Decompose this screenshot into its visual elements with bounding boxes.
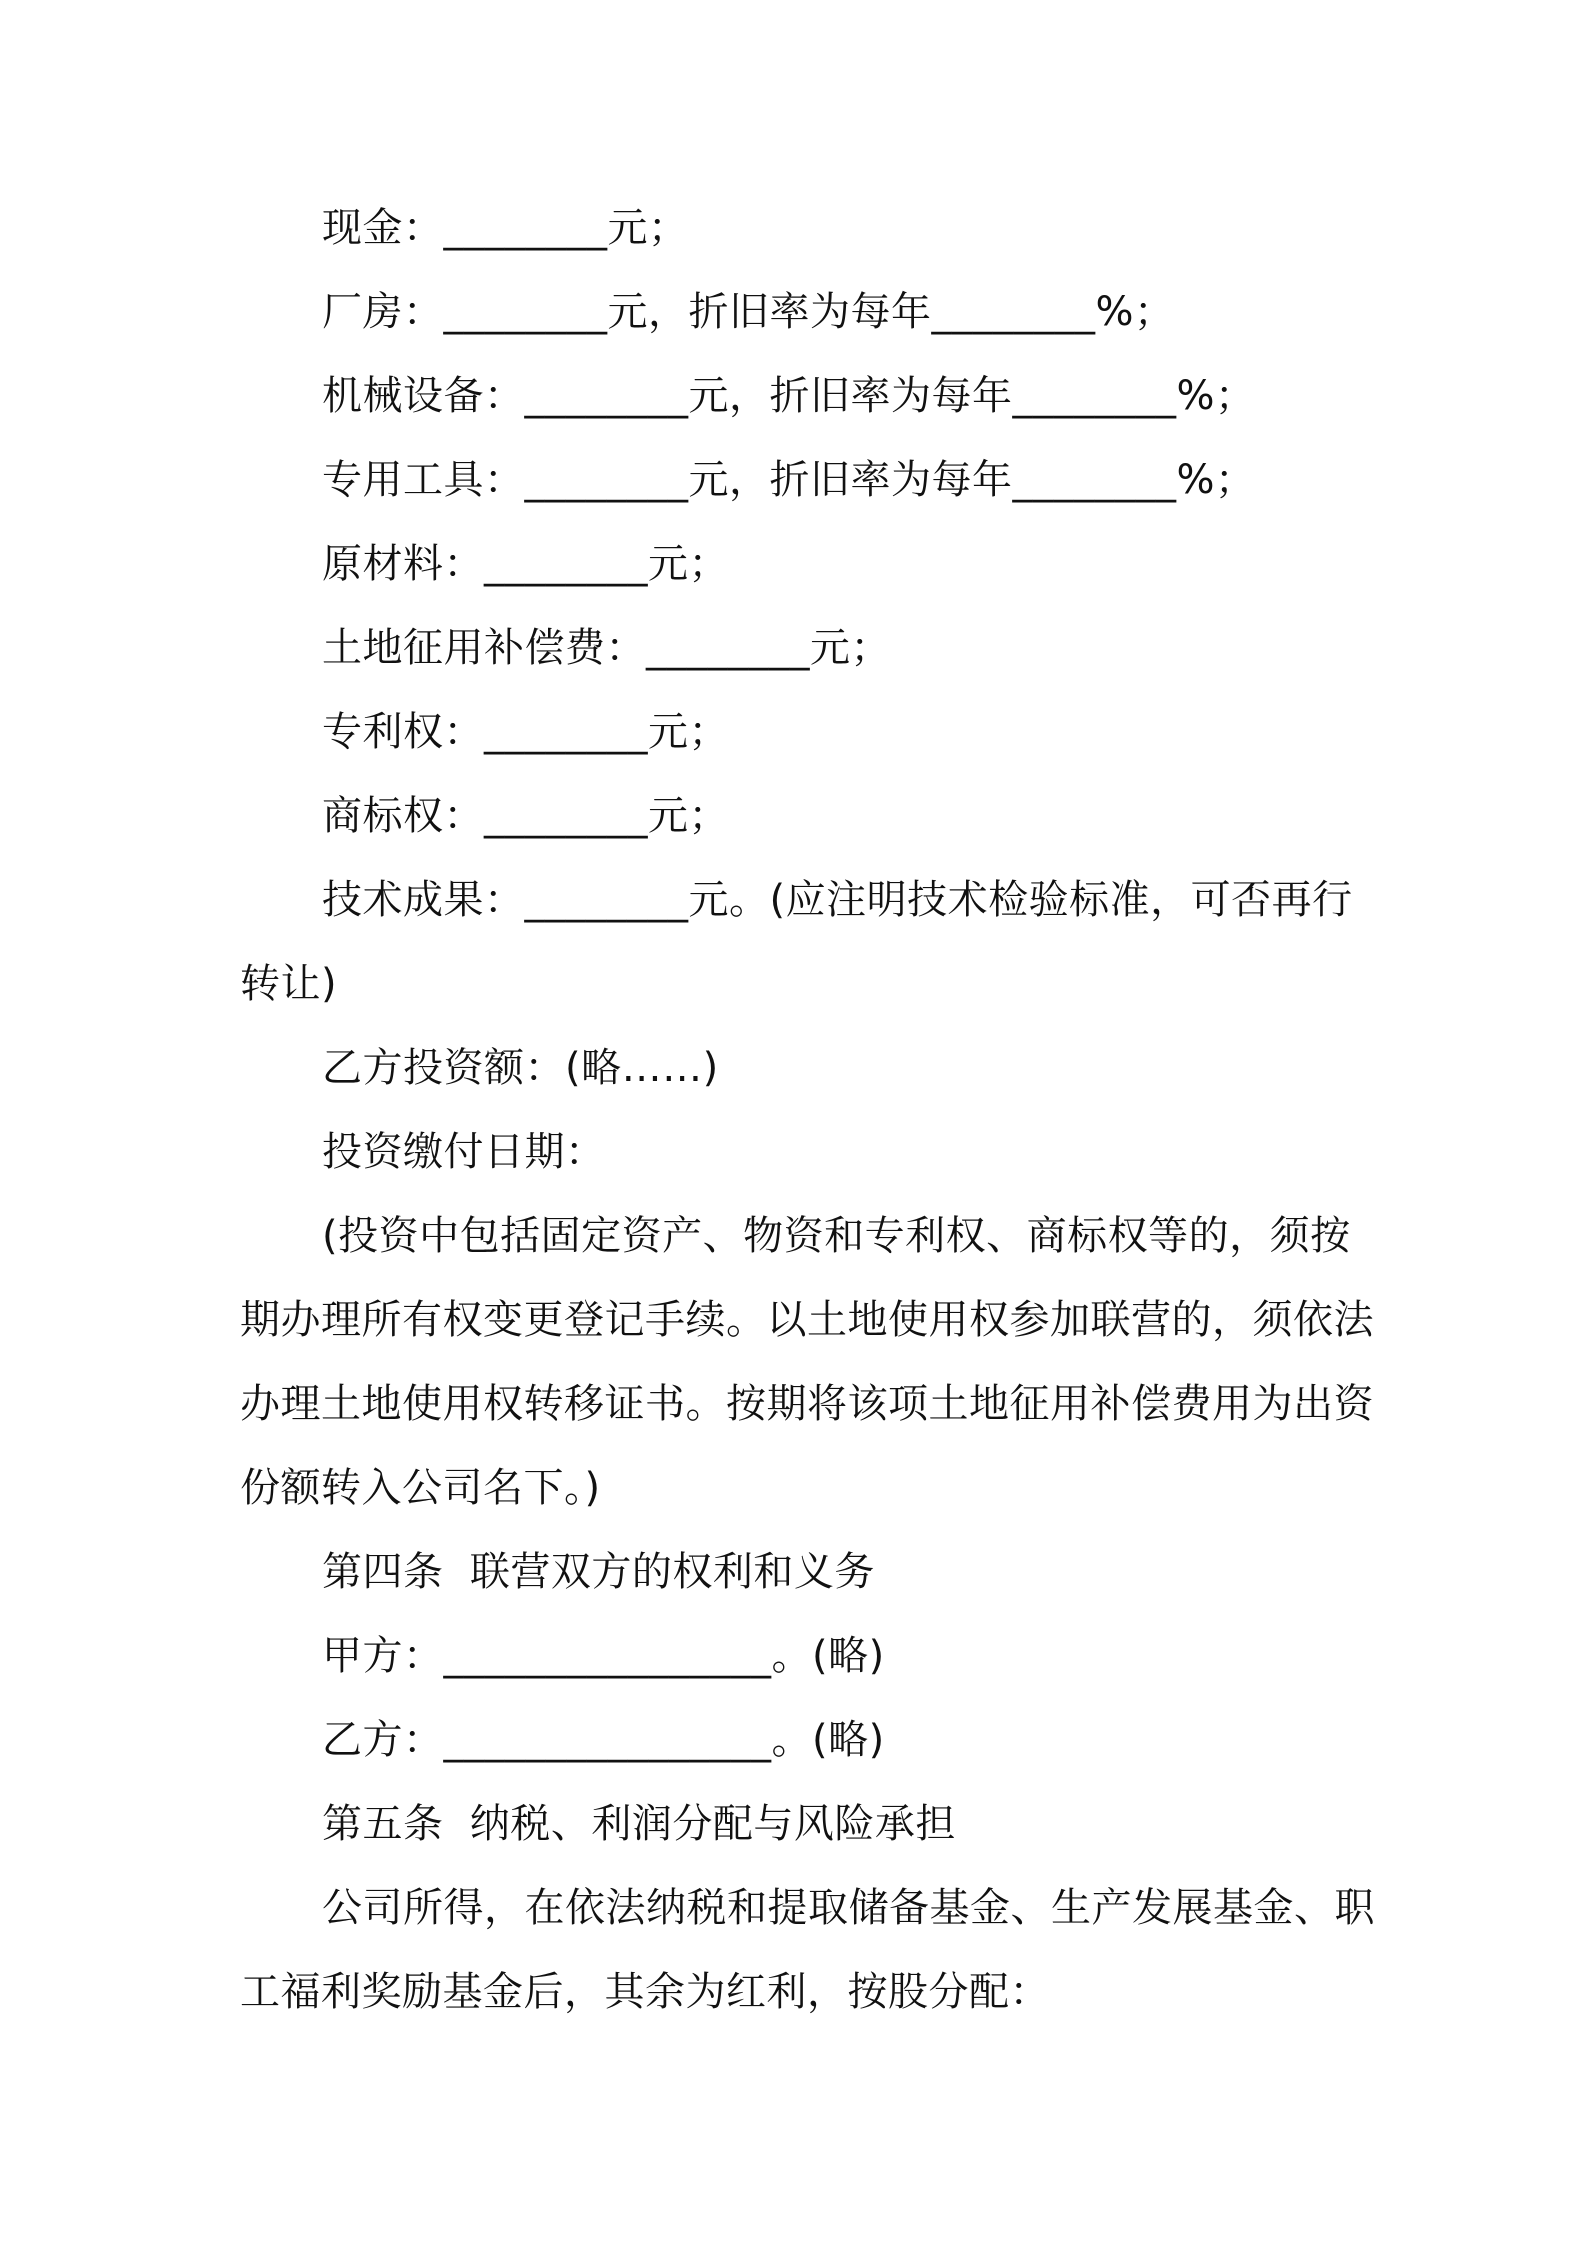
party-b-line: 乙方：________________。(略) [322, 1717, 885, 1763]
article-4-heading: 第四条 联营双方的权利和义务 [322, 1549, 875, 1595]
patent-line: 专利权：________元； [322, 709, 729, 755]
article-5-heading: 第五条 纳税、利润分配与风险承担 [322, 1801, 956, 1847]
party-a-line: 甲方：________________。(略) [322, 1633, 885, 1679]
machinery-line: 机械设备：________元，折旧率为每年________%； [322, 373, 1256, 419]
tech-result-line-cont: 转让) [240, 961, 338, 1007]
note-paragraph-line-1: (投资中包括固定资产、物资和专利权、商标权等的，须按 [322, 1213, 1351, 1259]
profit-paragraph-line-1: 公司所得，在依法纳税和提取储备基金、生产发展基金、职 [322, 1885, 1375, 1931]
cash-line: 现金：________元； [322, 205, 689, 251]
factory-line: 厂房：________元，折旧率为每年________%； [322, 289, 1175, 335]
note-paragraph-line-4: 份额转入公司名下。) [240, 1465, 601, 1511]
party-b-investment-line: 乙方投资额：(略……) [322, 1045, 719, 1091]
trademark-line: 商标权：________元； [322, 793, 729, 839]
raw-material-line: 原材料：________元； [322, 541, 729, 587]
tech-result-line: 技术成果：________元。(应注明技术检验标准，可否再行 [322, 877, 1353, 923]
payment-date-line: 投资缴付日期： [322, 1129, 606, 1175]
note-paragraph-line-3: 办理土地使用权转移证书。按期将该项土地征用补偿费用为出资 [240, 1381, 1374, 1427]
note-paragraph-line-2: 期办理所有权变更登记手续。以土地使用权参加联营的，须依法 [240, 1297, 1374, 1343]
profit-paragraph-line-2: 工福利奖励基金后，其余为红利，按股分配： [240, 1969, 1050, 2015]
tools-line: 专用工具：________元，折旧率为每年________%； [322, 457, 1256, 503]
land-compensation-line: 土地征用补偿费：________元； [322, 625, 891, 671]
